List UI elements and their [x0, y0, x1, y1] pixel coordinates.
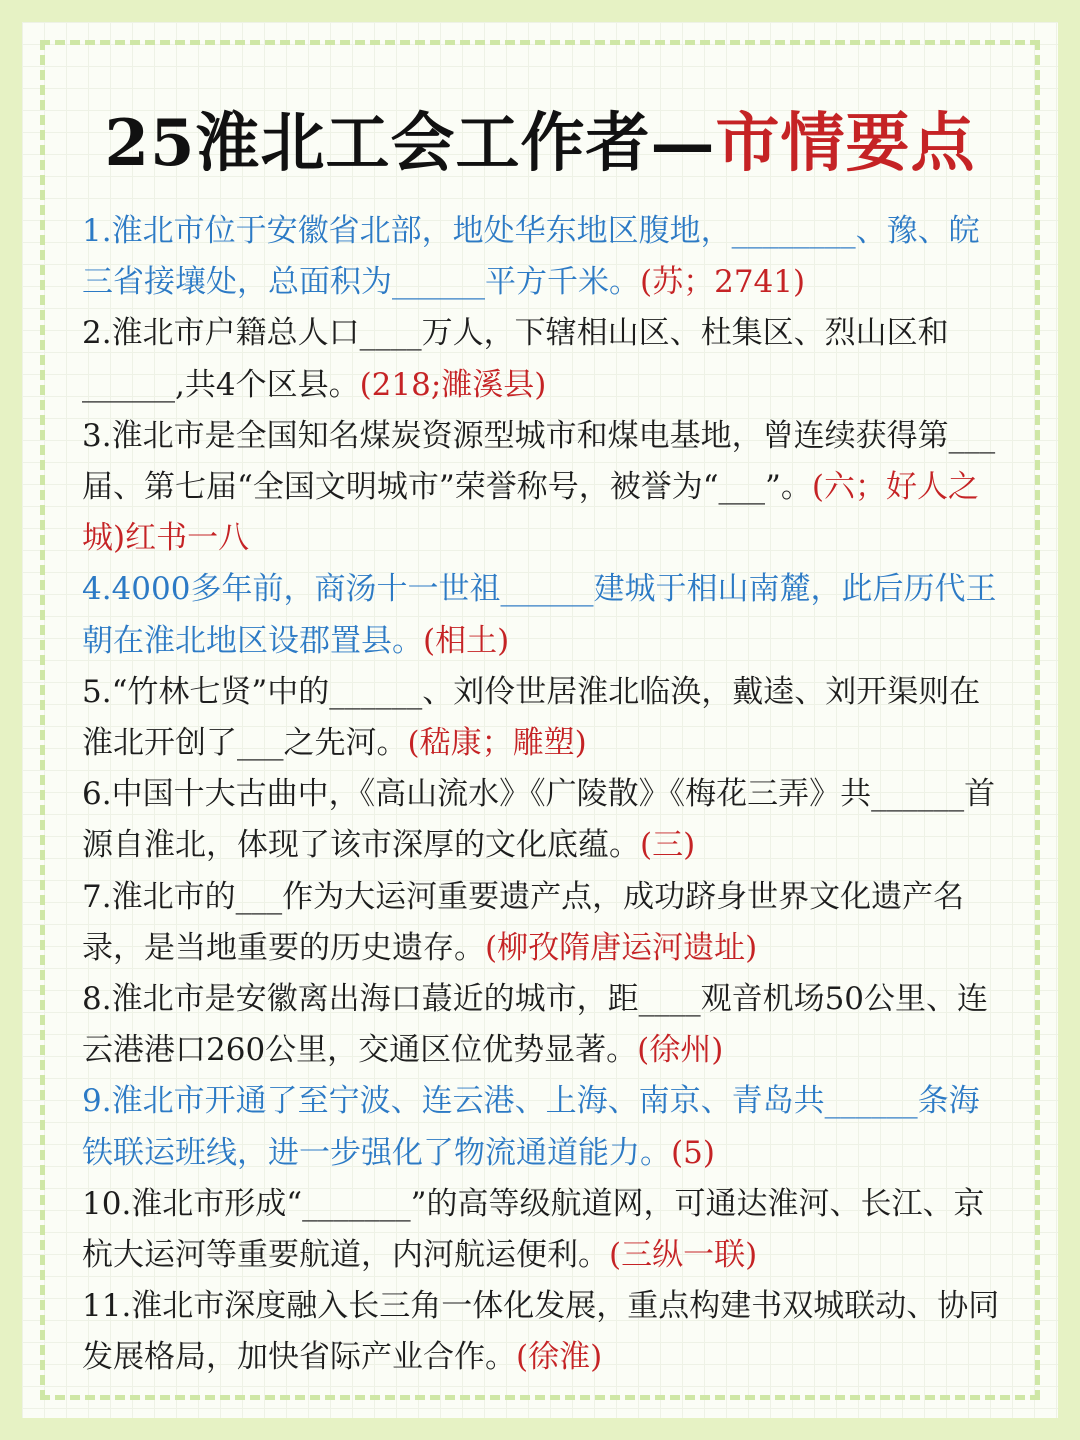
- question-item-4: [82, 564, 1002, 666]
- question-item-11: [82, 1281, 1002, 1383]
- question-item-1: [82, 206, 1002, 308]
- question-item-3: [82, 411, 1002, 565]
- answer-text: (相土): [423, 622, 510, 659]
- answer-text: (徐州): [637, 1032, 724, 1069]
- question-text: 10.淮北市形成“_______”的高等级航道网，可通达淮河、长江、京杭大运河等重要航道，内河航运便利。: [82, 1185, 985, 1274]
- title-highlight: 市情要点: [715, 106, 976, 181]
- answer-text: (218;濉溪县): [359, 366, 547, 403]
- question-item-9: [82, 1076, 1002, 1178]
- question-text: 5.“竹林七贤”中的______、刘伶世居淮北临涣，戴逵、刘开渠则在淮北开创了___之先河。: [82, 673, 981, 762]
- question-item-6: [82, 769, 1002, 871]
- answer-text: (三): [640, 827, 696, 864]
- question-item-5: [82, 667, 1002, 769]
- answer-text: (六；好人之城)红书一八: [82, 469, 979, 557]
- question-item-7: [82, 872, 1002, 974]
- question-text: 9.淮北市开通了至宁波、连云港、上海、南京、青岛共______条海铁联运班线，进一步强化了物流通道能力。: [82, 1083, 980, 1171]
- question-text: 8.淮北市是安徽离出海口蕞近的城市，距____观音机场50公里、连云港港口260公里，交通区位优势显著。: [82, 981, 989, 1069]
- question-text: 7.淮北市的___作为大运河重要遗产点，成功跻身世界文化遗产名录，是当地重要的历史遗存。: [82, 878, 965, 966]
- title-main: 25淮北工会工作者—: [104, 106, 716, 181]
- question-text: 2.淮北市户籍总人口____万人，下辖相山区、杜集区、烈山区和______,共4个区县。: [82, 315, 949, 403]
- answer-text: (三纵一联): [609, 1237, 758, 1274]
- question-list: [82, 206, 1002, 1384]
- question-item-10: [82, 1179, 1002, 1281]
- question-text: 4.4000多年前，商汤十一世祖______建城于相山南麓，此后历代王朝在淮北地区设郡置县。: [82, 571, 997, 659]
- question-item-2: [82, 308, 1002, 410]
- answer-text: (柳孜隋唐运河遗址): [485, 929, 758, 966]
- answer-text: (嵇康；雕塑): [407, 725, 587, 762]
- question-item-8: [82, 974, 1002, 1076]
- question-text: 1.淮北市位于安徽省北部，地处华东地区腹地，________、豫、皖三省接壤处，总面积为______平方千米。: [82, 213, 980, 301]
- question-text: 11.淮北市深度融入长三角一体化发展，重点构建书双城联动、协同发展格局，加快省际产业合作。: [82, 1288, 1000, 1376]
- page-title: [40, 92, 1040, 184]
- answer-text: (苏；2741): [640, 264, 806, 301]
- answer-text: (徐淮): [516, 1339, 603, 1376]
- question-text: 6.中国十大古曲中，《高山流水》《广陵散》《梅花三弄》共______首源自淮北，体现了该市深厚的文化底蕴。: [82, 776, 996, 864]
- question-text: 3.淮北市是全国知名煤炭资源型城市和煤电基地，曾连续获得第___届、第七届“全国文明城市”荣誉称号，被誉为“___”。: [82, 417, 996, 506]
- answer-text: (5): [671, 1134, 715, 1171]
